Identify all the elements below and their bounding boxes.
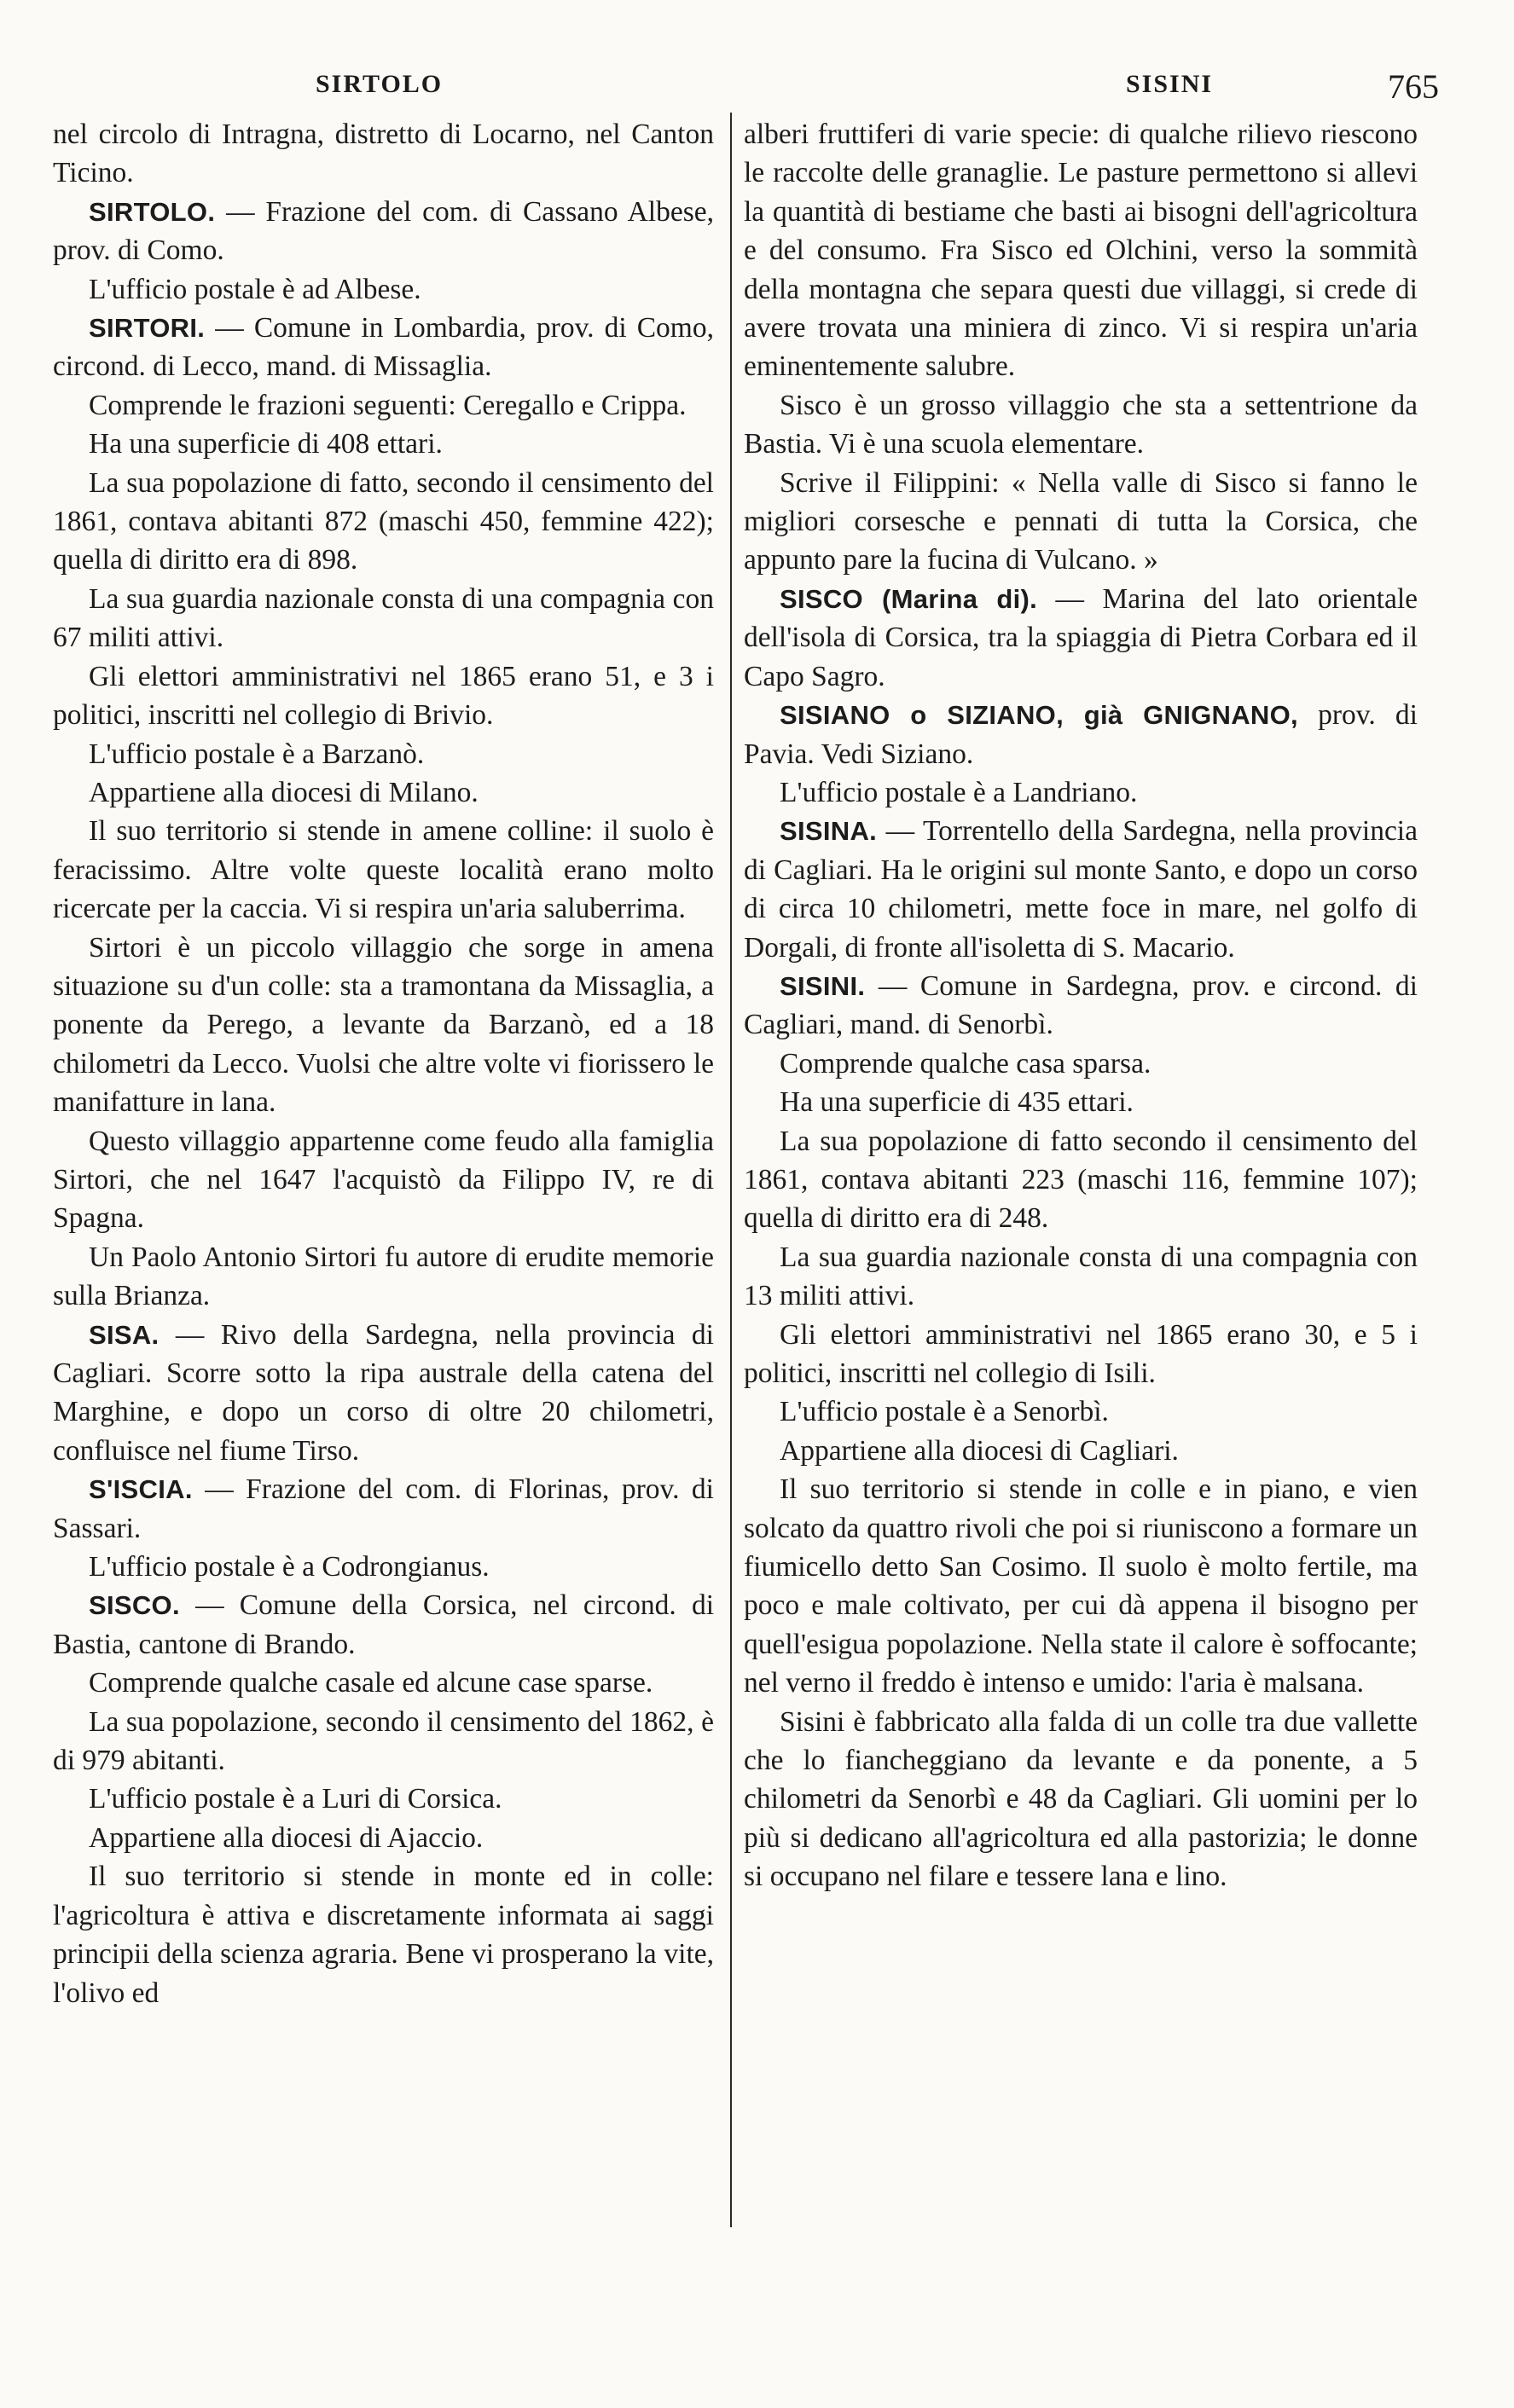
- paragraph-text: La sua popolazione di fatto secondo il censimento del 1861, contava abitanti 223 (maschi 116, femmine 107); quella di diritto era di 248.: [744, 1125, 1418, 1235]
- paragraph: [53, 735, 714, 773]
- paragraph: [744, 1470, 1418, 1702]
- paragraph-text: Comprende le frazioni seguenti: Ceregallo e Crippa.: [89, 389, 687, 421]
- paragraph-text: Appartiene alla diocesi di Cagliari.: [780, 1434, 1179, 1467]
- column-divider: [730, 113, 732, 2227]
- paragraph: [744, 1392, 1418, 1431]
- paragraph-text: Appartiene alla diocesi di Ajaccio.: [89, 1821, 484, 1854]
- paragraph-text: Questo villaggio appartenne come feudo alla famiglia Sirtori, che nel 1647 l'acquistò da Filippo IV, re di Spagna.: [53, 1125, 714, 1235]
- paragraph: [53, 812, 714, 928]
- paragraph-text: L'ufficio postale è a Landriano.: [780, 776, 1138, 808]
- paragraph-text: — Comune della Corsica, nel circond. di Bastia, cantone di Brando.: [53, 1589, 714, 1660]
- paragraph-text: — Frazione del com. di Florinas, prov. di Sassari.: [53, 1473, 714, 1544]
- entry-headword: SIRTOLO.: [89, 196, 216, 227]
- paragraph-text: La sua popolazione, secondo il censimento del 1862, è di 979 abitanti.: [53, 1705, 714, 1777]
- paragraph: [744, 115, 1418, 386]
- paragraph: [53, 1122, 714, 1238]
- paragraph-text: Ha una superficie di 408 ettari.: [89, 428, 443, 460]
- paragraph-text: alberi fruttiferi di varie specie: di qualche rilievo riescono le raccolte delle granaglie. Le pasture permettono si allevi la quantità di bestiame che basti ai bisogni dell'agricoltura e del consumo. Fra Sisco ed Olchini, verso la sommità della montagna che separa questi due villaggi, si crede di avere trovata una miniera di zinco. Vi si respira un'aria eminentemente salubre.: [744, 119, 1418, 383]
- entry-headword: SISINI.: [780, 970, 866, 1001]
- paragraph: [53, 1548, 714, 1586]
- paragraph-text: Sisco è un grosso villaggio che sta a settentrione da Bastia. Vi è una scuola elementare.: [744, 389, 1418, 460]
- paragraph: [53, 1780, 714, 1818]
- paragraph-text: Comprende qualche casale ed alcune case sparse.: [89, 1667, 653, 1699]
- paragraph: [53, 773, 714, 812]
- paragraph: [53, 464, 714, 580]
- paragraph-text: L'ufficio postale è a Barzanò.: [89, 738, 425, 770]
- paragraph: [53, 1664, 714, 1702]
- paragraph-text: L'ufficio postale è a Codrongianus.: [89, 1551, 490, 1583]
- entry-headword: SISA.: [89, 1319, 160, 1350]
- paragraph: [744, 1122, 1418, 1238]
- paragraph: [53, 425, 714, 463]
- dictionary-entry: [53, 1316, 714, 1471]
- dictionary-entry: [53, 309, 714, 386]
- paragraph-text: L'ufficio postale è a Senorbì.: [780, 1396, 1109, 1428]
- paragraph-text: Comprende qualche casa sparsa.: [780, 1047, 1151, 1080]
- paragraph: [744, 464, 1418, 580]
- paragraph: [744, 1316, 1418, 1393]
- dictionary-entry: [53, 193, 714, 270]
- paragraph: [53, 1238, 714, 1316]
- paragraph-text: — Comune in Lombardia, prov. di Como, circond. di Lecco, mand. di Missaglia.: [53, 312, 714, 383]
- entry-headword: S'ISCIA.: [89, 1474, 193, 1505]
- paragraph: [53, 386, 714, 425]
- running-head-right: SISINI: [1126, 70, 1214, 98]
- entry-headword: SISCO (Marina di).: [780, 583, 1038, 614]
- paragraph-text: Gli elettori amministrativi nel 1865 erano 51, e 3 i politici, inscritti nel collegio di Brivio.: [53, 660, 714, 732]
- paragraph-text: La sua guardia nazionale consta di una compagnia con 67 militi attivi.: [53, 582, 714, 654]
- paragraph: [53, 1857, 714, 2012]
- left-column: [53, 115, 714, 2012]
- paragraph-text: Sirtori è un piccolo villaggio che sorge in amena situazione su d'un colle: sta a tramontana da Missaglia, a ponente da Perego, a levante da Barzanò, ed a 18 chilometri da Lecco. Vuolsi che altre volte vi fiorissero le manifatture in lana.: [53, 931, 714, 1119]
- paragraph-text: Ha una superficie di 435 ettari.: [780, 1086, 1134, 1119]
- running-head-left: SIRTOLO: [316, 70, 444, 98]
- paragraph: [744, 1703, 1418, 1896]
- paragraph-text: La sua guardia nazionale consta di una compagnia con 13 militi attivi.: [744, 1241, 1418, 1312]
- dictionary-entry: [744, 696, 1418, 773]
- paragraph-text: — Rivo della Sardegna, nella provincia di Cagliari. Scorre sotto la ripa australe della catena del Marghine, e dopo un corso di oltre 20 chilometri, confluisce nel fiume Tirso.: [53, 1318, 714, 1467]
- paragraph-text: Scrive il Filippini: « Nella valle di Sisco si fanno le migliori corsesche e pennati di tutta la Corsica, che appunto pare la fucina di Vulcano. »: [744, 466, 1418, 576]
- paragraph-text: Sisini è fabbricato alla falda di un colle tra due vallette che lo fiancheggiano da levante e da ponente, a 5 chilometri da Senorbì e 48 da Cagliari. Gli uomini per lo più si dedicano all'agricoltura ed alla pastorizia; le donne si occupano nel filare e tessere lana e lino.: [744, 1705, 1418, 1893]
- paragraph-text: La sua popolazione di fatto, secondo il censimento del 1861, contava abitanti 872 (maschi 450, femmine 422); quella di diritto era di 898.: [53, 466, 714, 576]
- paragraph-text: Il suo territorio si stende in amene colline: il suolo è feracissimo. Altre volte queste località erano molto ricercate per la caccia. Vi si respira un'aria saluberrima.: [53, 815, 714, 925]
- dictionary-entry: [53, 1470, 714, 1548]
- paragraph-text: L'ufficio postale è a Luri di Corsica.: [89, 1783, 502, 1815]
- dictionary-entry: [53, 1586, 714, 1664]
- paragraph: [53, 1703, 714, 1780]
- paragraph: [744, 1238, 1418, 1316]
- right-column: [744, 115, 1418, 1896]
- paragraph: [53, 270, 714, 309]
- paragraph-text: — Torrentello della Sardegna, nella provincia di Cagliari. Ha le origini sul monte Santo, e dopo un corso di circa 10 chilometri, mette foce in mare, nel golfo di Dorgali, di fronte all'isoletta di S. Macario.: [744, 815, 1418, 964]
- paragraph: [744, 1432, 1418, 1470]
- paragraph: [53, 115, 714, 193]
- paragraph: [744, 1083, 1418, 1121]
- page-number: 765: [1388, 67, 1439, 106]
- entry-headword: SIRTORI.: [89, 313, 206, 344]
- paragraph-text: Un Paolo Antonio Sirtori fu autore di erudite memorie sulla Brianza.: [53, 1241, 714, 1312]
- paragraph-text: — Frazione del com. di Cassano Albese, prov. di Como.: [53, 195, 714, 267]
- paragraph-text: prov. di Pavia. Vedi Siziano.: [744, 699, 1418, 770]
- paragraph: [744, 773, 1418, 812]
- paragraph: [53, 929, 714, 1122]
- paragraph: [53, 1819, 714, 1857]
- paragraph: [53, 657, 714, 735]
- paragraph-text: — Marina del lato orientale dell'isola di Corsica, tra la spiaggia di Pietra Corbara ed il Capo Sagro.: [744, 582, 1418, 692]
- entry-headword: SISCO.: [89, 1590, 180, 1621]
- paragraph: [53, 580, 714, 657]
- entry-headword: SISINA.: [780, 816, 878, 847]
- dictionary-entry: [744, 967, 1418, 1045]
- paragraph-text: Il suo territorio si stende in colle e in piano, e vien solcato da quattro rivoli che poi si riuniscono a formare un fiumicello detto San Cosimo. Il suolo è molto fertile, ma poco e male coltivato, per cui dà appena il bisogno per quell'esigua popolazione. Nella state il calore è soffocante; nel verno il freddo è intenso e umido: l'aria è malsana.: [744, 1473, 1418, 1699]
- paragraph-text: nel circolo di Intragna, distretto di Locarno, nel Canton Ticino.: [53, 119, 714, 189]
- paragraph: [744, 1045, 1418, 1083]
- paragraph-text: Appartiene alla diocesi di Milano.: [89, 776, 479, 808]
- entry-headword: SISIANO o SIZIANO, già GNIGNANO,: [780, 700, 1298, 731]
- paragraph-text: Gli elettori amministrativi nel 1865 erano 30, e 5 i politici, inscritti nel collegio di Isili.: [744, 1318, 1418, 1389]
- paragraph-text: Il suo territorio si stende in monte ed in colle: l'agricoltura è attiva e discretamente informata ai saggi principii della scienza agraria. Bene vi prosperano la vite, l'olivo ed: [53, 1861, 714, 2009]
- dictionary-entry: [744, 812, 1418, 967]
- paragraph-text: — Comune in Sardegna, prov. e circond. di Cagliari, mand. di Senorbì.: [744, 970, 1418, 1041]
- dictionary-entry: [744, 580, 1418, 696]
- paragraph-text: L'ufficio postale è ad Albese.: [89, 273, 421, 305]
- paragraph: [744, 386, 1418, 464]
